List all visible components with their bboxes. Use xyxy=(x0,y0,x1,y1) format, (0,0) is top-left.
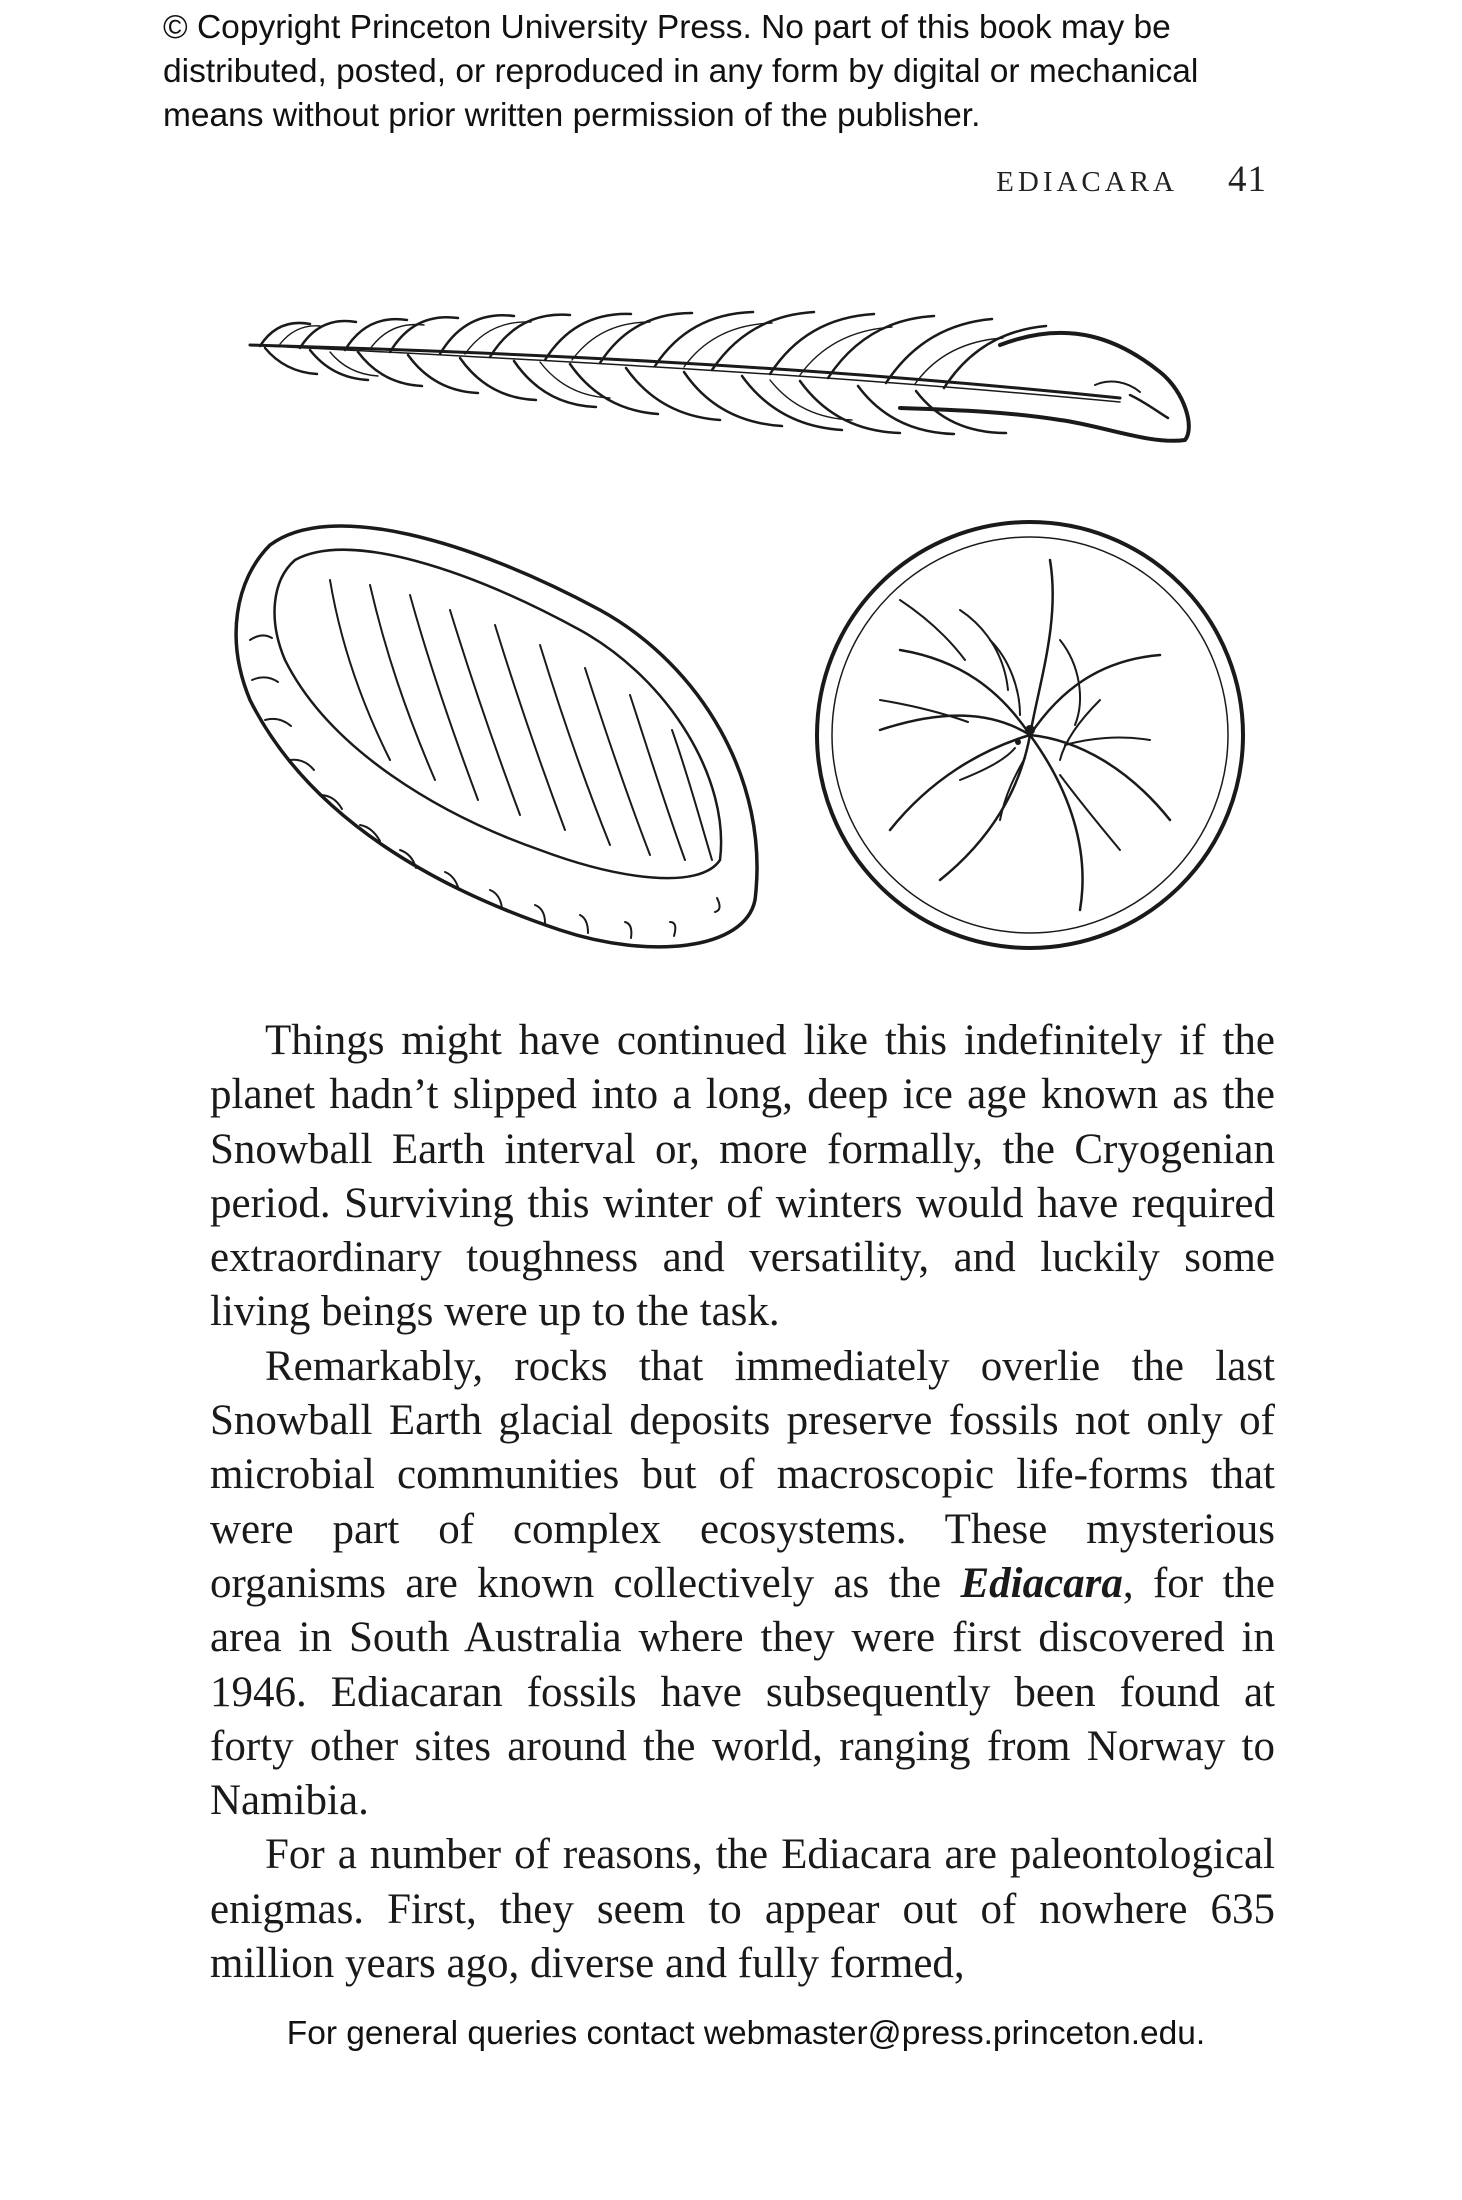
copyright-line: © Copyright Princeton University Press. No part of this book may be xyxy=(163,9,1171,46)
paragraph: For a number of reasons, the Ediacara are paleontological enigmas. First, they seem to appear out of nowhere 635 million years ago, diverse and fully formed, xyxy=(210,1831,1275,1988)
copyright-line: means without prior written permission of the publisher. xyxy=(163,97,981,134)
disc-fossil-drawing xyxy=(817,522,1243,948)
footer-contact-notice: For general queries contact webmaster@press.princeton.edu. xyxy=(286,2015,1206,2052)
oval-fossil-drawing xyxy=(236,526,757,947)
emphasized-term: Ediacara xyxy=(960,1559,1123,1607)
chapter-title: EDIACARA xyxy=(996,166,1178,198)
paragraph-text: Remarkably, rocks that immediately overlie the last Snowball Earth glacial deposits preserve fossils not only of microbial communities but of macroscopic life-forms that were part of complex ecosystems. These mysterious organisms are known collectively as the xyxy=(210,1342,1275,1607)
paragraph xyxy=(210,1340,1275,1829)
page-number: 41 xyxy=(1228,159,1267,200)
paragraph: Things might have continued like this indefinitely if the planet hadn’t slipped into a long, deep ice age known as the Snowball Earth interval or, more formally, the Cryogenian period. Surviving this winter of winters would have required extraordinary toughness and versatility, and luckily some living beings were up to the task. xyxy=(210,1017,1275,1336)
paragraph-text: , for the area in South Australia where they were first discovered in 1946. Ediacaran fossils have subsequently been found at forty other sites around the world, ranging from Norway to Namibia. xyxy=(210,1559,1275,1825)
copyright-line: distributed, posted, or reproduced in any form by digital or mechanical xyxy=(163,53,1199,90)
frond-fossil-drawing xyxy=(250,312,1189,441)
body-text xyxy=(210,1014,1275,1991)
ediacaran-fossils-illustration xyxy=(0,0,1462,1000)
